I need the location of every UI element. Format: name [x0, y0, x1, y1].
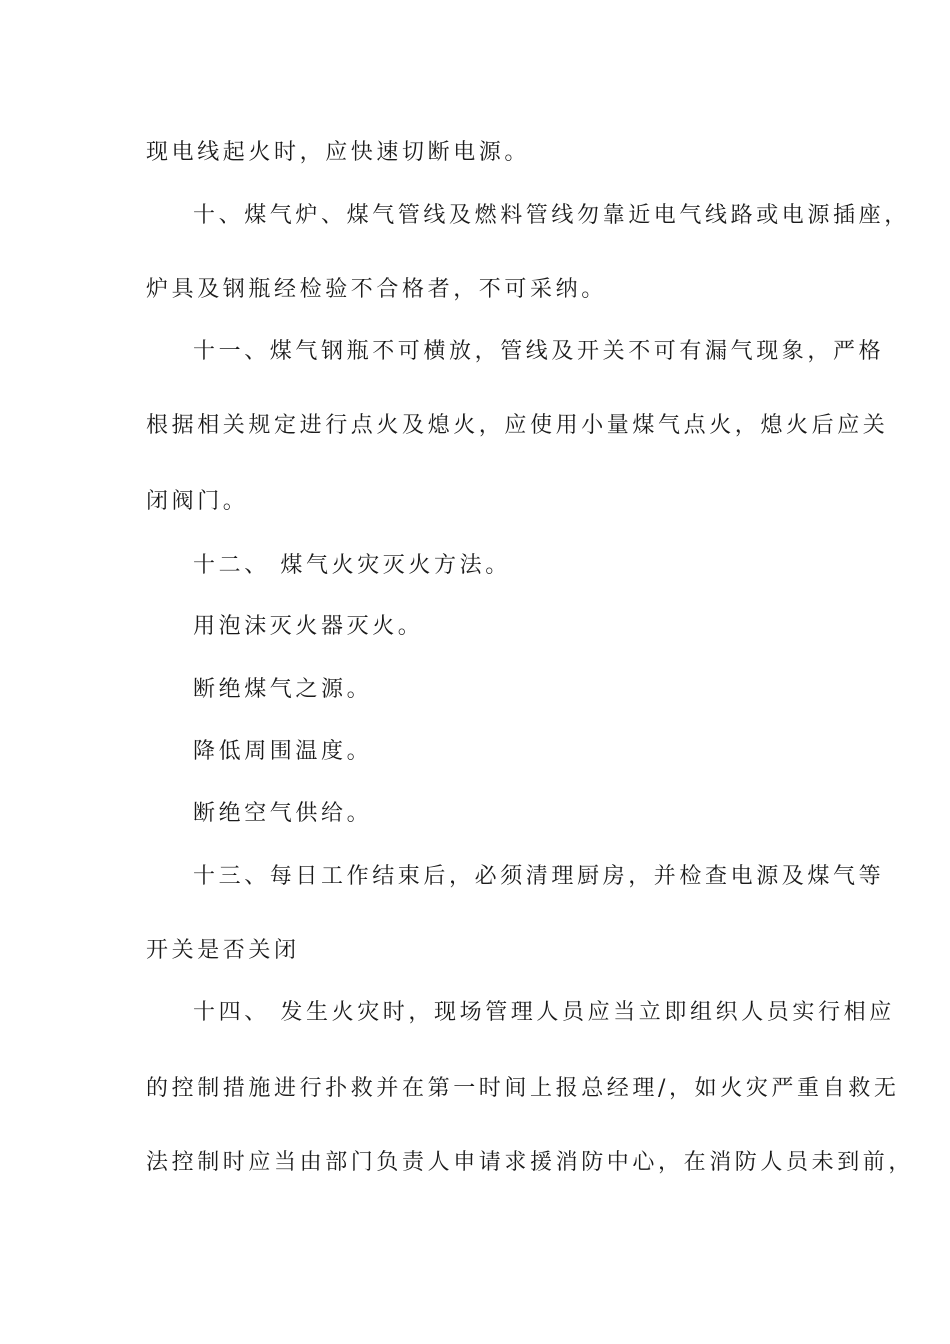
text-line: 法控制时应当由部门负责人申请求援消防中心，在消防人员未到前， — [146, 1150, 915, 1175]
list-item: 断绝煤气之源。 — [193, 677, 373, 702]
text-line: 现电线起火时，应快速切断电源。 — [146, 140, 531, 165]
list-item: 用泡沫灭火器灭火。 — [193, 614, 424, 639]
paragraph-12-line: 十二、 煤气火灾灭火方法。 — [193, 553, 511, 578]
paragraph-14-line: 十四、 发生火灾时，现场管理人员应当立即组织人员实行相应 — [193, 1000, 895, 1025]
paragraph-10-line: 十、煤气炉、煤气管线及燃料管线勿靠近电气线路或电源插座， — [193, 203, 910, 228]
list-item: 降低周围温度。 — [193, 739, 373, 764]
paragraph-13-line: 十三、每日工作结束后，必须清理厨房，并检查电源及煤气等 — [193, 864, 885, 889]
paragraph-11-line: 十一、煤气钢瓶不可横放，管线及开关不可有漏气现象，严格 — [193, 339, 885, 364]
text-line: 闭阀门。 — [146, 489, 249, 514]
text-line: 的控制措施进行扑救并在第一时间上报总经理/，如火灾严重自救无 — [146, 1076, 900, 1101]
text-line: 根据相关规定进行点火及熄火，应使用小量煤气点火，熄火后应关 — [146, 413, 889, 438]
list-item: 断绝空气供给。 — [193, 801, 373, 826]
text-line: 炉具及钢瓶经检验不合格者，不可采纳。 — [146, 277, 607, 302]
text-line: 开关是否关闭 — [146, 938, 300, 963]
